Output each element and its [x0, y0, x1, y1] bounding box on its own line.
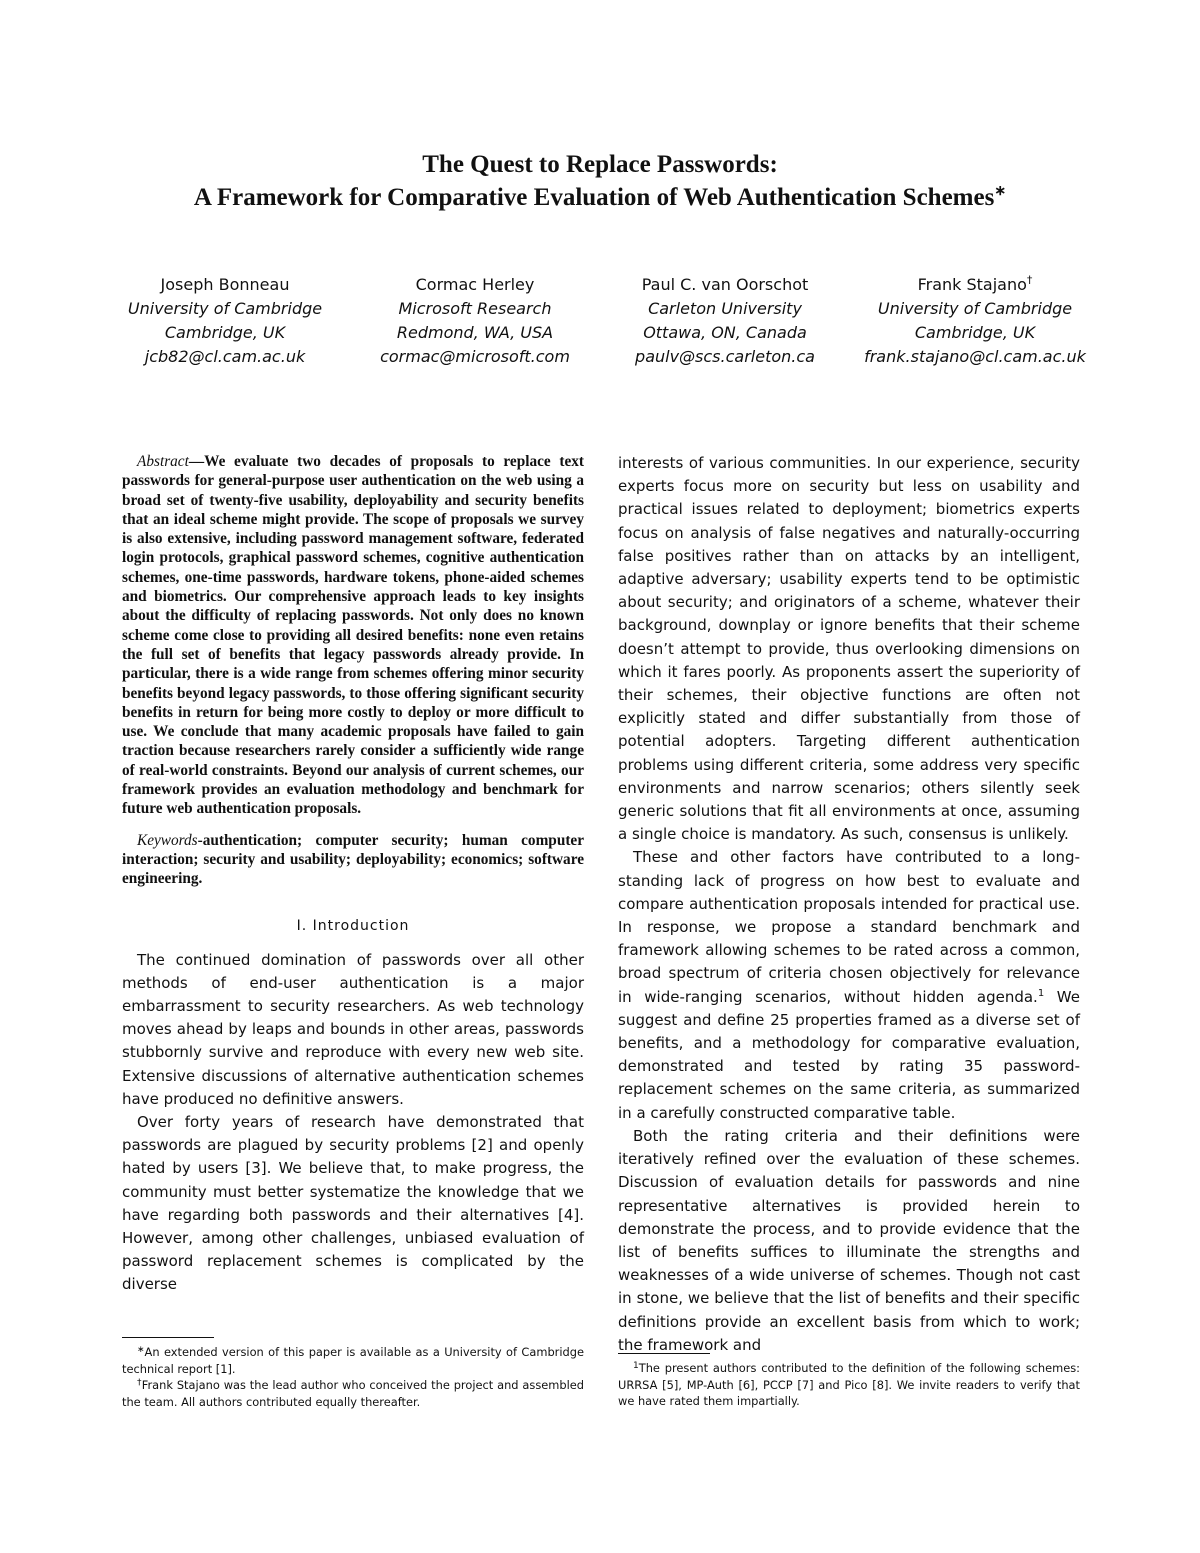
- title-footnote-mark: ∗: [994, 184, 1007, 199]
- title-line-1-text: The Quest to Replace Passwords:: [422, 151, 778, 178]
- footnote-1: [122, 1344, 584, 1377]
- author-name: [600, 273, 850, 297]
- author-name-text: Joseph Bonneau: [160, 275, 290, 294]
- title-line-2: [0, 181, 1200, 214]
- author-email: paulv@scs.carleton.ca: [635, 347, 815, 366]
- abstract: [122, 452, 584, 819]
- author-block: [350, 273, 600, 369]
- author-list: [100, 273, 1100, 369]
- footnotes-right: [618, 1353, 1080, 1410]
- right-paragraph-1: interests of various communities. In our experience, security experts focus more on security but less on usability and practical issues related to deployment; biometrics experts focus on analysis of false negatives and naturally-occurring false positives rather than on attacks by an intelligent, adaptive adversary; usability experts tend to be optimistic about security; and originators of a scheme, whatever their background, downplay or ignore benefits that their scheme doesn’t attempt to provide, thus overlooking dimensions on which it fares poorly. As proponents assert the superiority of their schemes, their objective functions are often not explicitly stated and differ substantially from those of potential adopters. Targeting different authentication problems using different criteria, some address very specific environments and narrow scenarios; others silently seek generic solutions that fit all environments at once, assuming a single choice is mandatory. As such, consensus is unlikely.: [618, 454, 1080, 844]
- footnote-ref-1: 1: [1037, 987, 1045, 999]
- left-column: [122, 452, 584, 1297]
- author-name-text: Frank Stajano: [917, 275, 1027, 294]
- footnote-3-text: The present authors contributed to the definition of the following schemes: URRSA [5], MP-Auth [6], PCCP [7] and Pico [8]. We invite readers to verify that we have rated them impartially.: [618, 1361, 1080, 1408]
- right-paragraph-2-part-b: We suggest and define 25 properties framed as a diverse set of benefits, and a methodology for comparative evaluation, demonstrated and tested by rating 35 password-replacement schemes on the same criteria, as summarized in a carefully constructed comparative table.: [618, 987, 1080, 1122]
- footnote-rule: [618, 1353, 710, 1354]
- author-block: [600, 273, 850, 369]
- footnote-1-mark: ∗: [137, 1345, 145, 1355]
- author-name-text: Cormac Herley: [415, 275, 535, 294]
- author-location: Cambridge, UK: [164, 323, 286, 342]
- keywords: [122, 831, 584, 889]
- footnote-1-text: An extended version of this paper is available as a University of Cambridge technical report [1].: [122, 1345, 584, 1376]
- author-block: [100, 273, 350, 369]
- author-affiliation: University of Cambridge: [877, 299, 1073, 318]
- footnote-rule: [122, 1337, 214, 1338]
- right-column: [618, 452, 1080, 1357]
- footnotes-left: [122, 1337, 584, 1410]
- right-paragraph-2: [618, 846, 1080, 1124]
- footnote-2-text: Frank Stajano was the lead author who conceived the project and assembled the team. All authors contributed equally thereafter.: [122, 1378, 584, 1409]
- author-name: [100, 273, 350, 297]
- footnote-2: [122, 1377, 584, 1410]
- author-name-text: Paul C. van Oorschot: [641, 275, 809, 294]
- author-block: [850, 273, 1100, 369]
- author-name: [850, 273, 1100, 297]
- author-location: Cambridge, UK: [914, 323, 1036, 342]
- footnote-2-mark: †: [137, 1378, 142, 1388]
- keywords-text: -authentication; computer security; human computer interaction; security and usability; deployability; economics; software engineering.: [122, 831, 584, 888]
- intro-paragraph-1: The continued domination of passwords over all other methods of end-user authentication is a major embarrassment to security researchers. As web technology moves ahead by leaps and bounds in other areas, passwords stubbornly survive and reproduce with every new web site. Extensive discussions of alternative authentication schemes have produced no definitive answers.: [122, 950, 584, 1108]
- author-email: cormac@microsoft.com: [380, 347, 570, 366]
- right-paragraph-2-part-a: These and other factors have contributed to a long-standing lack of progress on how best to evaluate and compare authentication proposals intended for practical use. In response, we propose a standard benchmark and framework allowing schemes to be rated across a common, broad spectrum of criteria chosen objectively for relevance in wide-ranging scenarios, without hidden agenda.: [618, 848, 1080, 1006]
- abstract-text: —We evaluate two decades of proposals to replace text passwords for general-purpose user authentication on the web using a broad set of twenty-five usability, deployability and security benefits that an ideal scheme might provide. The scope of proposals we survey is also extensive, including password management software, federated login protocols, graphical password schemes, cognitive authentication schemes, one-time passwords, hardware tokens, phone-aided schemes and biometrics. Our comprehensive approach leads to key insights about the difficulty of replacing passwords. Not only does no known scheme come close to providing all desired benefits: none even retains the full set of benefits that legacy passwords already provide. In particular, there is a wide range from schemes offering minor security benefits beyond legacy passwords, to those offering significant security benefits in return for being more costly to deploy or more difficult to use. We conclude that many academic proposals have failed to gain traction because researchers rarely consider a sufficiently wide range of real-world constraints. Beyond our analysis of current schemes, our framework provides an evaluation methodology and benchmark for future web authentication proposals.: [122, 453, 584, 818]
- paper-title: [0, 148, 1200, 214]
- footnote-3: [618, 1360, 1080, 1410]
- title-line-1: [0, 148, 1200, 181]
- title-line-2-text: A Framework for Comparative Evaluation of Web Authentication Schemes: [193, 184, 995, 211]
- author-email: jcb82@cl.cam.ac.uk: [144, 347, 306, 366]
- abstract-lead: Abstract: [137, 453, 189, 470]
- author-footnote-mark: †: [1026, 273, 1033, 287]
- author-location: Ottawa, ON, Canada: [643, 323, 807, 342]
- author-name: [350, 273, 600, 297]
- author-email: frank.stajano@cl.cam.ac.uk: [864, 347, 1086, 366]
- right-paragraph-3: Both the rating criteria and their definitions were iteratively refined over the evaluation of these schemes. Discussion of evaluation details for passwords and nine representative alternatives is provided herein to demonstrate the process, and to provide evidence that the list of benefits suffices to illuminate the strengths and weaknesses of a wide universe of schemes. Though not cast in stone, we believe that the list of benefits and their specific definitions provide an excellent basis from which to work; the framework and: [618, 1126, 1080, 1354]
- footnote-3-mark: 1: [633, 1361, 639, 1371]
- author-affiliation: Microsoft Research: [398, 299, 552, 318]
- author-affiliation: University of Cambridge: [127, 299, 323, 318]
- author-location: Redmond, WA, USA: [396, 323, 554, 342]
- intro-paragraph-2: Over forty years of research have demonstrated that passwords are plagued by security problems [2] and openly hated by users [3]. We believe that, to make progress, the community must better systematize the knowledge that we have regarding both passwords and their alternatives [4]. However, among other challenges, unbiased evaluation of password replacement schemes is complicated by the diverse: [122, 1112, 584, 1294]
- author-affiliation: Carleton University: [648, 299, 802, 318]
- section-heading: I. Introduction: [296, 917, 410, 934]
- keywords-lead: Keywords: [137, 831, 198, 849]
